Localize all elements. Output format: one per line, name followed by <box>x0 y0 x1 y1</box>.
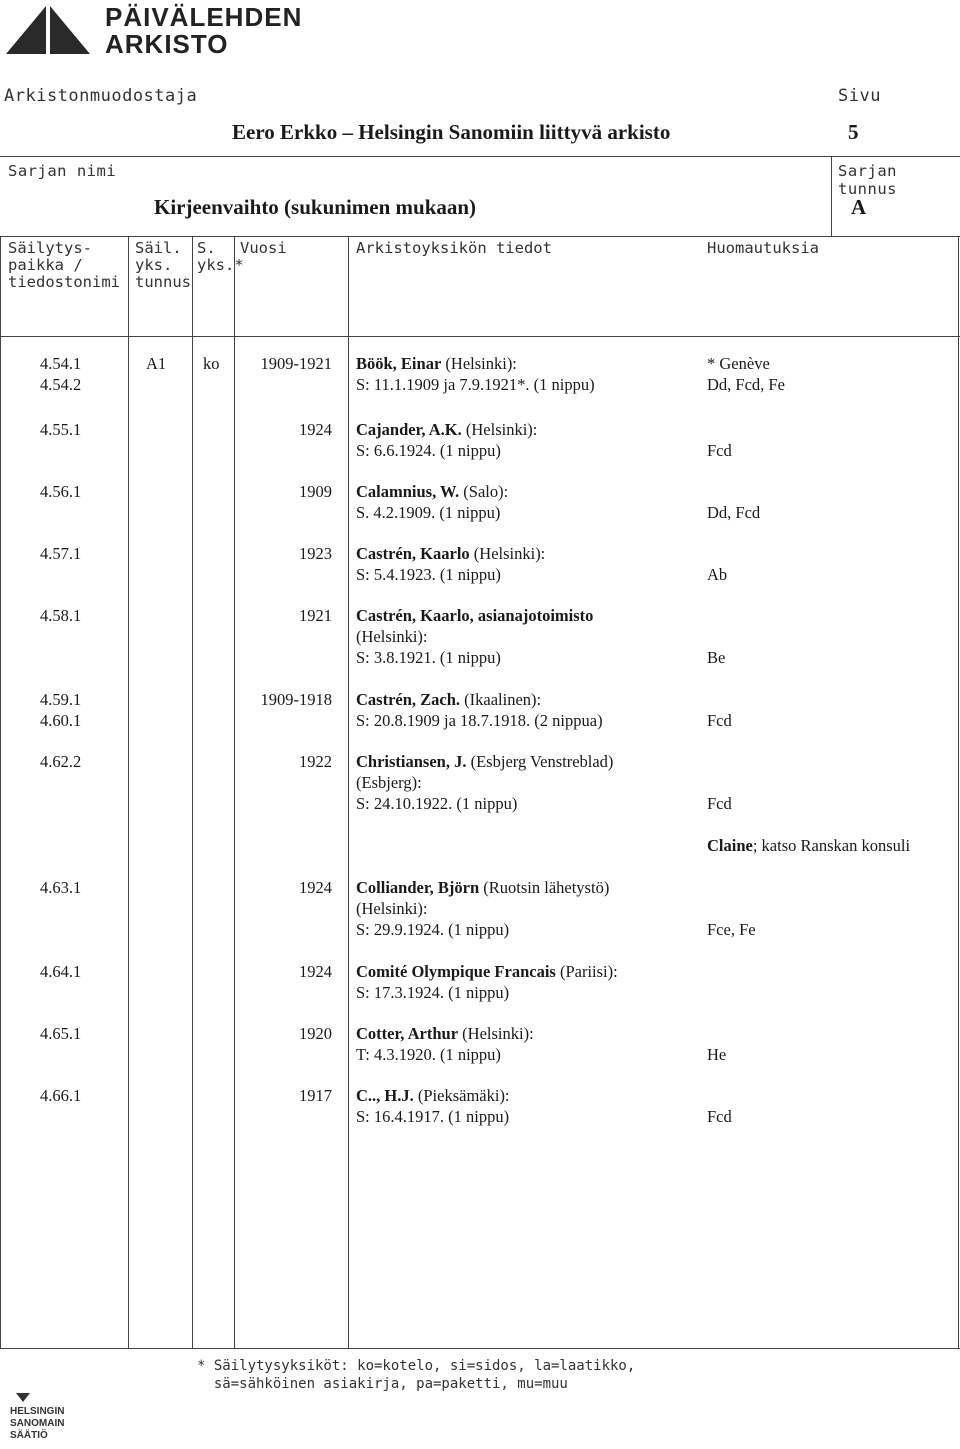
correspondent-name: Colliander, Björn <box>356 878 480 897</box>
correspondent-name: Castrén, Kaarlo <box>356 544 470 563</box>
column-header-notes: Huomautuksia <box>707 239 819 257</box>
logo-text <box>105 4 302 58</box>
entry-line <box>356 772 422 793</box>
logo-line-1: PÄIVÄLEHDEN <box>105 2 303 32</box>
location-id: 4.63.1 <box>40 878 82 897</box>
correspondent-name: Comité Olympique Francais <box>356 962 556 981</box>
location-id: 4.59.1 <box>40 690 82 709</box>
footnote-line-2: sä=sähköinen asiakirja, pa=paketti, mu=muu <box>197 1376 568 1392</box>
entry-line <box>356 710 603 731</box>
column-separator-2 <box>192 236 193 1349</box>
table-body-top-border <box>0 336 960 337</box>
note-text: Fcd <box>707 794 732 813</box>
correspondent-name: Cotter, Arthur <box>356 1024 459 1043</box>
note-text: Ab <box>707 565 728 584</box>
location-id: 4.55.1 <box>40 420 82 439</box>
entry-line <box>356 353 517 374</box>
column-separator-3 <box>234 236 235 1349</box>
entry-detail: (Helsinki): <box>356 899 428 918</box>
entry-line <box>356 374 595 395</box>
entry-detail: (Salo): <box>459 482 509 501</box>
entry-line <box>356 440 501 461</box>
year-range: 1917 <box>299 1086 332 1105</box>
year-range: 1909 <box>299 482 332 501</box>
note-text: Fce, Fe <box>707 920 756 939</box>
entry-line <box>356 564 501 585</box>
column-header-location: Säilytys- paikka / tiedostonimi <box>8 239 120 291</box>
entry-line <box>356 1085 510 1106</box>
series-id: A <box>851 195 867 219</box>
entry-line <box>356 626 428 647</box>
entry-line <box>356 1044 501 1065</box>
entry-line <box>356 647 501 668</box>
header-divider <box>0 156 960 157</box>
table-left-border <box>0 236 1 1349</box>
table-bottom-border <box>0 1348 960 1349</box>
entry-detail: S: 24.10.1922. (1 nippu) <box>356 794 518 813</box>
location-id: 4.65.1 <box>40 1024 82 1043</box>
column-separator-1 <box>128 236 129 1349</box>
location-id: 4.54.1 <box>40 354 82 373</box>
location-id: 4.54.2 <box>40 375 82 394</box>
paivalehden-arkisto-logo-mark <box>2 2 94 57</box>
column-header-stype: S. yks.* <box>197 239 244 274</box>
year-range: 1924 <box>299 420 332 439</box>
location-id: 4.66.1 <box>40 1086 82 1105</box>
entry-detail: S: 6.6.1924. (1 nippu) <box>356 441 501 460</box>
year-range: 1924 <box>299 962 332 981</box>
year-range: 1920 <box>299 1024 332 1043</box>
note-text: He <box>707 1045 727 1064</box>
correspondent-name: Böök, Einar <box>356 354 442 373</box>
entry-detail: (Pariisi): <box>555 962 618 981</box>
entry-detail: S: 5.4.1923. (1 nippu) <box>356 565 501 584</box>
year-range: 1921 <box>299 606 332 625</box>
entry-detail: S: 29.9.1924. (1 nippu) <box>356 920 510 939</box>
correspondent-name: Castrén, Kaarlo, asianajotoimisto <box>356 606 594 625</box>
entry-detail: S. 4.2.1909. (1 nippu) <box>356 503 501 522</box>
series-name: Kirjeenvaihto (sukunimen mukaan) <box>154 195 477 219</box>
column-header-year: Vuosi <box>240 239 287 257</box>
column-header-info: Arkistoyksikön tiedot <box>356 239 552 257</box>
note-text: * Genève <box>707 354 770 373</box>
correspondent-name: Cajander, A.K. <box>356 420 462 439</box>
note-text: Dd, Fcd, Fe <box>707 375 785 394</box>
location-id: 4.58.1 <box>40 606 82 625</box>
entry-line <box>356 961 618 982</box>
entry-line <box>356 877 609 898</box>
location-id: 4.56.1 <box>40 482 82 501</box>
entry-detail: (Helsinki): <box>469 544 546 563</box>
footer-logo-line-1: HELSINGIN <box>10 1406 65 1417</box>
unit-id: A1 <box>146 354 167 373</box>
column-separator-4 <box>348 236 349 1349</box>
table-right-border <box>958 236 959 1349</box>
entry-line <box>356 543 545 564</box>
correspondent-name: Calamnius, W. <box>356 482 460 501</box>
location-id: 4.57.1 <box>40 544 82 563</box>
entry-detail: S: 20.8.1909 ja 18.7.1918. (2 nippua) <box>356 711 603 730</box>
entry-detail: S: 16.4.1917. (1 nippu) <box>356 1107 510 1126</box>
year-range: 1924 <box>299 878 332 897</box>
entry-detail: (Ruotsin lähetystö) <box>479 878 610 897</box>
entry-line <box>356 982 509 1003</box>
correspondent-name: Castrén, Zach. <box>356 690 461 709</box>
entry-line <box>356 419 537 440</box>
year-range: 1922 <box>299 752 332 771</box>
column-header-unit: Säil. yks. tunnus <box>135 239 191 291</box>
logo-line-2: ARKISTO <box>105 29 229 59</box>
cross-reference-text: ; katso Ranskan konsuli <box>752 836 911 855</box>
entry-detail: (Helsinki): <box>441 354 517 373</box>
footer-logo-line-3: SÄÄTIÖ <box>10 1430 48 1441</box>
page-number: 5 <box>848 120 859 144</box>
entry-line <box>356 605 593 626</box>
note-text: Fcd <box>707 441 732 460</box>
series-id-divider <box>831 156 832 236</box>
footer-logo-line-2: SANOMAIN <box>10 1418 65 1429</box>
entry-detail: (Ikaalinen): <box>460 690 542 709</box>
entry-detail: (Helsinki): <box>356 627 428 646</box>
series-id-label: Sarjan tunnus <box>838 162 897 198</box>
entry-line <box>356 689 541 710</box>
series-name-label: Sarjan nimi <box>8 162 117 180</box>
footnote <box>197 1357 635 1393</box>
note-text: Be <box>707 648 726 667</box>
entry-line <box>356 481 508 502</box>
entry-detail: (Esbjerg Venstreblad) <box>466 752 614 771</box>
note-text: Dd, Fcd <box>707 503 761 522</box>
entry-line <box>356 502 500 523</box>
entry-line <box>356 898 428 919</box>
correspondent-name: C.., H.J. <box>356 1086 414 1105</box>
entry-line <box>356 919 509 940</box>
archive-title: Eero Erkko – Helsingin Sanomiin liittyvä arkisto <box>232 120 671 144</box>
correspondent-name: Christiansen, J. <box>356 752 467 771</box>
page-label: Sivu <box>838 86 881 106</box>
entry-detail: (Esbjerg): <box>356 773 422 792</box>
entry-detail: (Helsinki): <box>461 420 538 439</box>
unit-type: ko <box>203 354 220 373</box>
year-range: 1909-1918 <box>260 690 332 709</box>
entry-detail: S: 11.1.1909 ja 7.9.1921*. (1 nippu) <box>356 375 595 394</box>
location-id: 4.60.1 <box>40 711 82 730</box>
entry-detail: (Pieksämäki): <box>413 1086 510 1105</box>
entry-line <box>356 1023 534 1044</box>
entry-detail: (Helsinki): <box>458 1024 534 1043</box>
cross-reference-note <box>707 835 910 856</box>
entry-detail: S: 17.3.1924. (1 nippu) <box>356 983 510 1002</box>
entry-line <box>356 751 613 772</box>
note-text: Fcd <box>707 711 732 730</box>
note-text: Fcd <box>707 1107 732 1126</box>
creator-label: Arkistonmuodostaja <box>4 86 198 106</box>
footnote-line-1: * Säilytysyksiköt: ko=kotelo, si=sidos, la=laatikko, <box>197 1358 636 1374</box>
entry-line <box>356 1106 509 1127</box>
entry-line <box>356 793 517 814</box>
entry-detail: T: 4.3.1920. (1 nippu) <box>356 1045 501 1064</box>
location-id: 4.64.1 <box>40 962 82 981</box>
column-header-top-border <box>0 236 960 237</box>
helsingin-sanomain-saatio-logo <box>8 1390 68 1442</box>
location-id: 4.62.2 <box>40 752 82 771</box>
year-range: 1923 <box>299 544 332 563</box>
year-range: 1909-1921 <box>260 354 332 373</box>
entry-detail: S: 3.8.1921. (1 nippu) <box>356 648 501 667</box>
cross-reference-name: Claine <box>707 836 753 855</box>
